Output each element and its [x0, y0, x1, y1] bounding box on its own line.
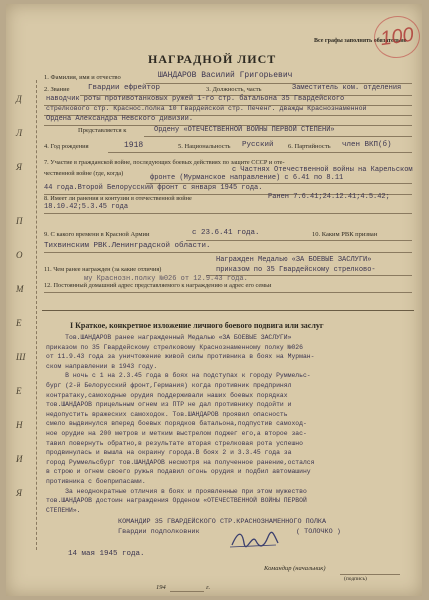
field-10-label: 10. Каким РВК призван — [312, 231, 378, 238]
commander-line: КОМАНДИР 35 ГВАРДЕЙСКОГО СТР.КРАСНОЗНАМЕННОГО ПОЛКА — [118, 518, 327, 526]
sidebar-letter: Ш — [16, 352, 26, 362]
section-divider — [42, 310, 414, 311]
field-10-value: Тихвинским РВК.Ленинградской области. — [44, 242, 211, 250]
field-9-rule — [186, 240, 412, 241]
narrative-line: тов.ШАНДАРОВ прицельным огнем из ПТР не дал противнику подойти и — [46, 401, 292, 409]
sidebar-letter: Д — [16, 94, 22, 104]
narrative-line: ное орудие на 200 метров и метким выстрелом поджег его,а второе зас- — [46, 430, 307, 437]
commander-label: Командир (начальник) — [264, 565, 326, 572]
commander-name: ( ТОЛОЧКО ) — [296, 528, 341, 536]
field-9-label: 9. С какого времени в Красной Армии — [44, 231, 150, 238]
narrative-line: СТЕПЕНИ». — [46, 506, 81, 514]
field-5-value: Русский — [242, 141, 274, 149]
field-7-cont-label: чественной войне (где, когда) — [44, 170, 124, 177]
page-title: НАГРАДНОЙ ЛИСТ — [148, 52, 277, 66]
sidebar-letter: Я — [16, 162, 22, 172]
signed-date: 14 мая 1945 года. — [68, 550, 145, 558]
field-11-value-1: Награжден Медалью «ЗА БОЕВЫЕ ЗАСЛУГИ» — [216, 256, 372, 264]
commander-rank: Гвардии подполковник — [118, 528, 200, 536]
narrative-line: За неоднократные отличия в боях и проявленные при этом мужество — [46, 487, 307, 495]
narrative-line: противника с боеприпасами. — [46, 478, 146, 485]
narrative-line: Тов.ШАНДАРОВ ранее награжденный Медалью «ЗА БОЕВЫЕ ЗАСЛУГИ» — [46, 334, 292, 341]
field-7-value-1: с Частнях Отечественной войны на Карельском — [232, 166, 413, 174]
field-1-value: ШАНДАРОВ Василий Григорьевич — [158, 71, 293, 80]
field-4-rule — [108, 152, 412, 153]
field-2-label: 2. Звание — [44, 86, 70, 93]
present-value: Ордену «ОТЕЧЕСТВЕННОЙ ВОЙНЫ ПЕРВОЙ СТЕПЕНИ» — [154, 126, 335, 134]
sidebar-letter: Е — [16, 318, 22, 328]
field-9-value: с 23.6.41 года. — [192, 229, 260, 237]
narrative-line: приказом по 35 Гвардейскому стрелковому Краснознаменному полку №026 — [46, 343, 303, 351]
year-rule — [170, 591, 204, 592]
narrative-line: город Руммельсбург тов.ШАНДАРОВ несмотря на полученное ранение,остался — [46, 458, 315, 466]
field-6-label: 6. Партийность — [288, 143, 331, 150]
section-title: I Краткое, конкретное изложение личного боевого подвига или заслуг — [70, 321, 324, 330]
sidebar-letter: Л — [16, 128, 23, 138]
narrative-line: смело выдвинулся вперед боевых порядков батальона,подпустив самоход- — [46, 420, 307, 428]
narrative-line: недопустить вражеских самоходок. Тов.ШАНДАРОВ проявил опасность — [46, 410, 288, 418]
field-3-cont-3: Ордена Александра Невского дивизии. — [46, 115, 194, 123]
sidebar-letter: П — [16, 216, 23, 226]
field-6-value: член ВКП(б) — [342, 141, 392, 149]
field-12-rule — [44, 292, 412, 293]
corner-number-stamp: 100 — [371, 13, 422, 61]
field-1-label: 1. Фамилия, имя и отчество — [44, 74, 121, 81]
sidebar-letter: Н — [16, 420, 23, 430]
sidebar-letter: Е — [16, 386, 22, 396]
narrative-line: контратаку,самоходные орудия поддерживали наших боевых порядках — [46, 391, 288, 399]
sidebar-letter: И — [16, 454, 23, 464]
field-3-label: 3. Должность, часть — [206, 86, 262, 93]
year-prefix: 194 — [156, 584, 166, 591]
handwritten-signature — [228, 529, 280, 551]
year-suffix: г. — [206, 584, 211, 591]
sidebar-letter: О — [16, 250, 23, 260]
field-10-rule — [44, 252, 412, 253]
sidebar-divider — [36, 80, 37, 550]
field-8-value-1: Ранен 7.6.41;24.12.41;4.5.42; — [268, 193, 390, 201]
field-3-cont-2: стрелкового стр. Краснос.полка 10 Гвардейской стр. Печенг. дважды Краснознаменной — [46, 105, 367, 112]
narrative-line: В ночь с 1 на 2.3.45 года в боях на подступах к городу Руммельс- — [46, 372, 311, 380]
field-7-value-3: 44 года.Второй Белорусский фронт с января 1945 года. — [44, 184, 263, 192]
award-sheet — [6, 4, 422, 596]
sidebar-letter: Я — [16, 488, 22, 498]
field-8-rule — [44, 213, 412, 214]
sidebar-letters — [16, 94, 30, 514]
field-8-label: 8. Имеет ли ранения и контузии в отечественной войне — [44, 195, 192, 202]
narrative-line: ском направлении в 1943 году. — [46, 362, 158, 370]
present-label: Представляется к — [78, 127, 127, 134]
narrative-line: тов.ШАНДАРОВ достоин награждения Орденом «ОТЕЧЕСТВЕННОЙ ВОЙНЫ ПЕРВОЙ — [46, 497, 307, 505]
field-11-value-3: му Краснозн.полку №026 от 12.9.43 года. — [84, 275, 248, 283]
field-11-label: 11. Чем ранее награжден (за какие отличия) — [44, 266, 162, 273]
field-7-label: 7. Участие в гражданской войне, последующих боевых действиях по защите СССР и оте- — [44, 159, 285, 166]
field-3-value: Заместитель ком. отделения — [292, 84, 402, 92]
field-4-value: 1918 — [124, 141, 144, 150]
sign-hint: (подпись) — [344, 576, 367, 582]
field-3-cont-1: наводчик роты противотанковых ружей 1-го стр. батальона 35 Гвардейского — [46, 95, 345, 103]
field-2-value: Гвардии ефрейтор — [88, 84, 161, 92]
field-8-value-2: 18.10.42;5.3.45 года — [44, 203, 129, 211]
narrative-line: тавил повернуть обратно,в результате вторая стрелковая рота успешно — [46, 439, 303, 447]
field-11-value-2: приказом по 35 Гвардейскому стрелково- — [216, 266, 376, 274]
commander-sign-rule — [340, 574, 400, 575]
field-4-label: 4. Год рождения — [44, 143, 89, 150]
narrative-line: бург (2-й Белорусский фронт,Германия) когда противник предпринял — [46, 382, 292, 389]
narrative-line: продвинулась и вышла на окраину города.В боях 2 и 3.3.45 года за — [46, 449, 292, 457]
field-7-value-2: фронте (Мурманское направление) с 6.41 по 8.11 — [150, 174, 344, 182]
narrative-line: от 11.9.43 года за уничтожение живой силы противника в боях на Мурман- — [46, 353, 315, 361]
field-12-label: 12. Постоянный домашний адрес представляемого к награждению и адрес его семьи — [44, 282, 272, 289]
present-rule — [144, 136, 412, 137]
sidebar-letter: М — [16, 284, 24, 294]
stamp-note: Все графы заполнять обязательно — [314, 38, 407, 44]
field-5-label: 5. Национальность — [178, 143, 231, 150]
narrative-line: в строю и огнем своего ружья подавил огонь орудия и подбил автомашину — [46, 468, 311, 476]
